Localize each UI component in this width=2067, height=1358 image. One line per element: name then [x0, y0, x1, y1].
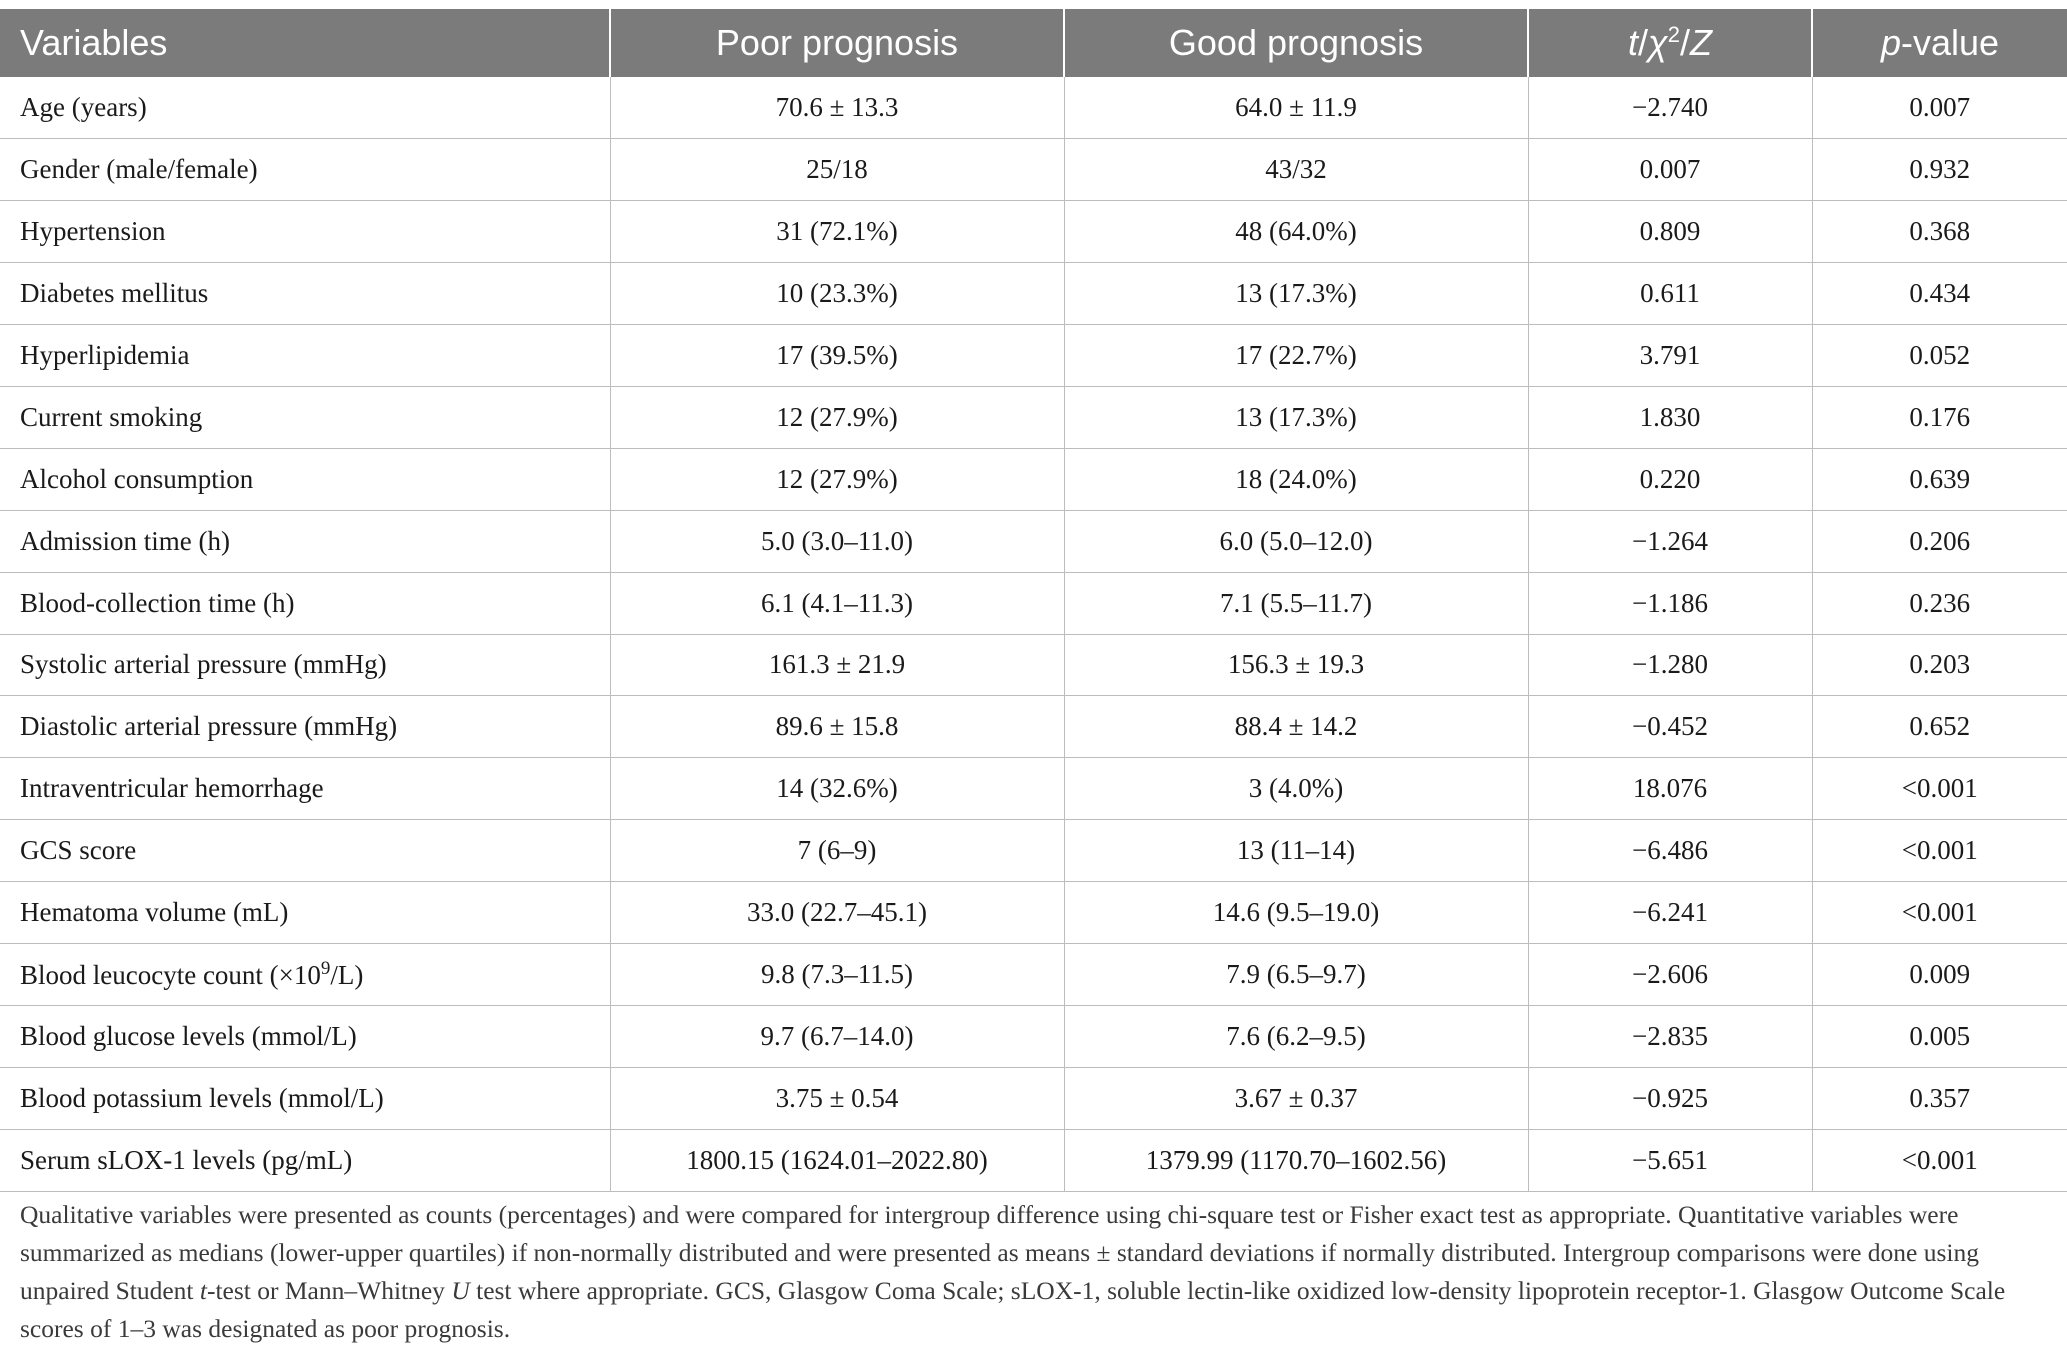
variable-label: Blood leucocyte count (×10	[20, 959, 321, 990]
cell-good-prognosis: 3.67 ± 0.37	[1064, 1067, 1528, 1129]
cell-test-statistic: −6.486	[1528, 820, 1812, 882]
cell-poor-prognosis: 9.7 (6.7–14.0)	[610, 1005, 1064, 1067]
cell-test-statistic: −1.280	[1528, 634, 1812, 696]
header-slash-2: /	[1679, 22, 1690, 63]
cell-poor-prognosis: 5.0 (3.0–11.0)	[610, 510, 1064, 572]
cell-p-value: <0.001	[1812, 758, 2067, 820]
variable-label: Serum sLOX-1 levels (pg/mL)	[20, 1144, 353, 1175]
cell-good-prognosis: 13 (17.3%)	[1064, 263, 1528, 325]
cell-poor-prognosis: 89.6 ± 15.8	[610, 696, 1064, 758]
cell-variable	[0, 634, 610, 696]
cell-test-statistic: 0.611	[1528, 263, 1812, 325]
cell-poor-prognosis: 9.8 (7.3–11.5)	[610, 943, 1064, 1005]
cell-good-prognosis: 43/32	[1064, 139, 1528, 201]
cell-variable	[0, 572, 610, 634]
header-chi-superscript: 2	[1667, 22, 1680, 47]
cell-good-prognosis: 64.0 ± 11.9	[1064, 77, 1528, 139]
cell-poor-prognosis: 70.6 ± 13.3	[610, 77, 1064, 139]
cell-poor-prognosis: 7 (6–9)	[610, 820, 1064, 882]
cell-good-prognosis: 6.0 (5.0–12.0)	[1064, 510, 1528, 572]
table-row	[0, 77, 2067, 139]
cell-p-value: <0.001	[1812, 1129, 2067, 1191]
cell-good-prognosis: 48 (64.0%)	[1064, 201, 1528, 263]
table-row	[0, 820, 2067, 882]
cell-good-prognosis: 18 (24.0%)	[1064, 448, 1528, 510]
variable-label: Blood glucose levels (mmol/L)	[20, 1020, 357, 1051]
cell-poor-prognosis: 161.3 ± 21.9	[610, 634, 1064, 696]
cell-p-value: 0.434	[1812, 263, 2067, 325]
variable-label-suffix: /L)	[330, 959, 364, 990]
table-row	[0, 696, 2067, 758]
header-z-symbol: Z	[1689, 22, 1712, 63]
cell-p-value: <0.001	[1812, 882, 2067, 944]
variable-label: Hematoma volume (mL)	[20, 897, 289, 928]
cell-test-statistic: 0.007	[1528, 139, 1812, 201]
variable-label: Hyperlipidemia	[20, 340, 190, 370]
footnote-text-3: test where appropriate. GCS, Glasgow Coma Scale; sLOX-1, soluble lectin-like oxidized low-density lipoprotein receptor-1. Glasgow Outcome Scale scores of 1–3 was designated as poor prognosis.	[20, 1276, 2006, 1343]
table-row	[0, 1129, 2067, 1191]
footnote-text-2: -test or Mann–Whitney	[206, 1276, 452, 1305]
cell-good-prognosis: 88.4 ± 14.2	[1064, 696, 1528, 758]
cell-test-statistic: 0.809	[1528, 201, 1812, 263]
variable-label: Admission time (h)	[20, 525, 230, 556]
cell-variable	[0, 758, 610, 820]
variable-label: Hypertension	[20, 216, 166, 247]
cell-test-statistic: −6.241	[1528, 882, 1812, 944]
cell-variable	[0, 77, 610, 139]
cell-test-statistic: −2.835	[1528, 1005, 1812, 1067]
header-variables: Variables	[20, 22, 168, 63]
cell-variable	[0, 386, 610, 448]
header-row	[0, 9, 2067, 77]
table-row	[0, 263, 2067, 325]
cell-p-value: 0.005	[1812, 1005, 2067, 1067]
cell-variable	[0, 696, 610, 758]
results-table	[0, 9, 2067, 1192]
cell-p-value: 0.652	[1812, 696, 2067, 758]
cell-variable	[0, 1067, 610, 1129]
table-body	[0, 77, 2067, 1191]
footnote-t-italic: t	[199, 1276, 207, 1305]
cell-poor-prognosis: 10 (23.3%)	[610, 263, 1064, 325]
cell-variable	[0, 139, 610, 201]
table-row	[0, 139, 2067, 201]
table-row	[0, 1005, 2067, 1067]
cell-poor-prognosis: 12 (27.9%)	[610, 448, 1064, 510]
cell-test-statistic: −2.740	[1528, 77, 1812, 139]
cell-test-statistic: −0.925	[1528, 1067, 1812, 1129]
table-footnote	[20, 1196, 2040, 1348]
cell-variable	[0, 943, 610, 1005]
cell-variable	[0, 1129, 610, 1191]
cell-good-prognosis: 7.1 (5.5–11.7)	[1064, 572, 1528, 634]
cell-good-prognosis: 7.6 (6.2–9.5)	[1064, 1005, 1528, 1067]
cell-p-value: 0.009	[1812, 943, 2067, 1005]
variable-label: Diastolic arterial pressure (mmHg)	[20, 711, 398, 742]
cell-good-prognosis: 17 (22.7%)	[1064, 325, 1528, 387]
cell-variable	[0, 325, 610, 387]
cell-variable	[0, 201, 610, 263]
table-row	[0, 201, 2067, 263]
variable-label: Intraventricular hemorrhage	[20, 773, 324, 804]
footnote-text-1: Qualitative variables were presented as counts (percentages) and were compared for intergroup difference using chi-square test or Fisher exact test as appropriate. Quantitative variables were summarized as medians (lower-upper quartiles) if non-normally distributed and were presented as means ± standard deviations if normally distributed. Intergroup comparisons were done using unpaired Student	[20, 1200, 1979, 1305]
header-test-statistic	[1528, 9, 1812, 77]
cell-poor-prognosis: 31 (72.1%)	[610, 201, 1064, 263]
cell-test-statistic: −5.651	[1528, 1129, 1812, 1191]
cell-p-value: 0.236	[1812, 572, 2067, 634]
table-row	[0, 325, 2067, 387]
table-row	[0, 882, 2067, 944]
cell-variable	[0, 820, 610, 882]
cell-poor-prognosis: 12 (27.9%)	[610, 386, 1064, 448]
variable-label: Blood potassium levels (mmol/L)	[20, 1082, 384, 1113]
cell-p-value: 0.203	[1812, 634, 2067, 696]
cell-good-prognosis: 156.3 ± 19.3	[1064, 634, 1528, 696]
cell-poor-prognosis: 14 (32.6%)	[610, 758, 1064, 820]
cell-good-prognosis: 13 (11–14)	[1064, 820, 1528, 882]
table-row	[0, 572, 2067, 634]
table-header	[0, 9, 2067, 77]
table-row	[0, 1067, 2067, 1129]
cell-good-prognosis: 13 (17.3%)	[1064, 386, 1528, 448]
cell-p-value: 0.639	[1812, 448, 2067, 510]
cell-poor-prognosis: 3.75 ± 0.54	[610, 1067, 1064, 1129]
cell-poor-prognosis: 6.1 (4.1–11.3)	[610, 572, 1064, 634]
cell-p-value: <0.001	[1812, 820, 2067, 882]
cell-p-value: 0.368	[1812, 201, 2067, 263]
cell-test-statistic: −2.606	[1528, 943, 1812, 1005]
cell-good-prognosis: 7.9 (6.5–9.7)	[1064, 943, 1528, 1005]
cell-p-value: 0.206	[1812, 510, 2067, 572]
header-p-suffix: -value	[1900, 22, 2000, 63]
variable-label: Systolic arterial pressure (mmHg)	[20, 649, 387, 680]
header-good-prognosis: Good prognosis	[1064, 9, 1528, 77]
cell-variable	[0, 510, 610, 572]
header-chi-symbol: χ	[1648, 22, 1668, 63]
header-poor-prognosis: Poor prognosis	[610, 9, 1064, 77]
cell-p-value: 0.007	[1812, 77, 2067, 139]
variable-label: Current smoking	[20, 401, 203, 432]
cell-good-prognosis: 14.6 (9.5–19.0)	[1064, 882, 1528, 944]
table-row	[0, 510, 2067, 572]
variable-label: Age (years)	[20, 92, 147, 123]
cell-p-value: 0.052	[1812, 325, 2067, 387]
header-p-value	[1812, 9, 2067, 77]
cell-good-prognosis: 1379.99 (1170.70–1602.56)	[1064, 1129, 1528, 1191]
cell-test-statistic: 1.830	[1528, 386, 1812, 448]
table-row	[0, 386, 2067, 448]
cell-poor-prognosis: 25/18	[610, 139, 1064, 201]
table-row	[0, 448, 2067, 510]
cell-p-value: 0.357	[1812, 1067, 2067, 1129]
variable-label: Diabetes mellitus	[20, 278, 209, 309]
footnote-u-italic: U	[451, 1276, 470, 1305]
cell-test-statistic: −0.452	[1528, 696, 1812, 758]
table-row	[0, 758, 2067, 820]
variable-label: Gender (male/female)	[20, 154, 258, 185]
header-slash-1: /	[1638, 22, 1649, 63]
cell-p-value: 0.176	[1812, 386, 2067, 448]
cell-poor-prognosis: 17 (39.5%)	[610, 325, 1064, 387]
cell-good-prognosis: 3 (4.0%)	[1064, 758, 1528, 820]
header-p-symbol: p	[1880, 22, 1901, 63]
cell-variable	[0, 882, 610, 944]
table-row	[0, 943, 2067, 1005]
cell-variable	[0, 448, 610, 510]
cell-test-statistic: 3.791	[1528, 325, 1812, 387]
cell-poor-prognosis: 33.0 (22.7–45.1)	[610, 882, 1064, 944]
header-t-symbol: t	[1628, 22, 1639, 63]
cell-test-statistic: 0.220	[1528, 448, 1812, 510]
cell-variable	[0, 1005, 610, 1067]
cell-test-statistic: −1.264	[1528, 510, 1812, 572]
cell-test-statistic: 18.076	[1528, 758, 1812, 820]
variable-label: Alcohol consumption	[20, 463, 254, 494]
cell-poor-prognosis: 1800.15 (1624.01–2022.80)	[610, 1129, 1064, 1191]
cell-variable	[0, 263, 610, 325]
cell-p-value: 0.932	[1812, 139, 2067, 201]
variable-label: Blood-collection time (h)	[20, 587, 295, 618]
table-row	[0, 634, 2067, 696]
cell-test-statistic: −1.186	[1528, 572, 1812, 634]
variable-label: GCS score	[20, 835, 137, 866]
variable-superscript: 9	[320, 957, 331, 979]
